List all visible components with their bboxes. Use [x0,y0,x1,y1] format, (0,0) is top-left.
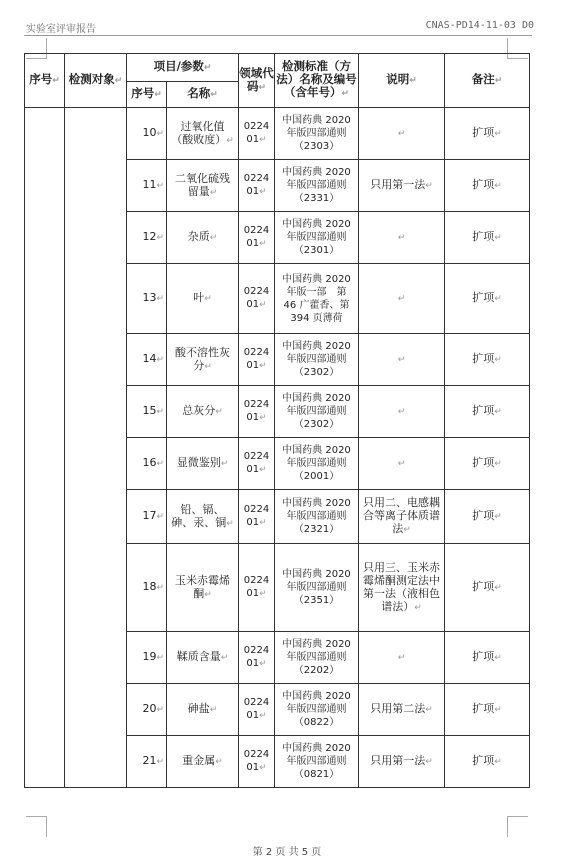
desc-cell: 只用第二法↵ [359,684,445,736]
row-number: 14↵ [127,334,167,386]
row-number: 13↵ [127,264,167,334]
standard-line: 年版四部通则 [286,704,347,715]
standard-line: 年版四部通则 [286,406,347,417]
standard-line: 中国药典 2020 [282,445,351,456]
standard-cell [275,544,359,632]
domain-code: 0224 01↵ [239,334,275,386]
remark-cell: 扩项↵ [445,334,530,386]
standard-line: 年版四部通则 [286,652,347,663]
standard-line: 中国药典 2020 [282,167,351,178]
row-number: 10↵ [127,108,167,160]
standard-line: 年版四部通则 [286,180,347,191]
desc-cell: ↵ [359,108,445,160]
standard-line: 中国药典 2020 [282,115,351,126]
desc-cell: ↵ [359,334,445,386]
standard-cell [275,212,359,264]
standard-cell [275,160,359,212]
header-standard: 检测标准（方法）名称及编号（含年号）↵ [275,54,359,108]
remark-cell: 扩项↵ [445,386,530,438]
standard-line: 年版四部通则 [286,756,347,767]
standard-line: 中国药典 2020 [282,498,351,509]
standard-line: （2001） [293,471,340,482]
desc-cell: ↵ [359,632,445,684]
remark-cell: 扩项↵ [445,212,530,264]
item-name: 酸不溶性灰分↵ [167,334,239,386]
standard-line: 年版一部 第 [286,286,347,298]
domain-code: 0224 01↵ [239,684,275,736]
standard-line: （2331） [293,193,340,204]
desc-cell: ↵ [359,212,445,264]
domain-code: 0224 01↵ [239,632,275,684]
domain-code: 0224 01↵ [239,264,275,334]
item-name: 铅、镉、砷、汞、铜↵ [167,490,239,544]
domain-code: 0224 01↵ [239,386,275,438]
remark-cell: 扩项↵ [445,264,530,334]
standard-line: （0822） [293,717,340,728]
standard-line: （0821） [293,769,340,780]
item-name: 玉米赤霉烯酮↵ [167,544,239,632]
header-domain-code: 领域代码↵ [239,54,275,108]
item-name: 过氧化值（酸败度）↵ [167,108,239,160]
desc-cell: 只用三、玉米赤霉烯酮测定法中第一法（液相色谱法）↵ [359,544,445,632]
row-number: 21↵ [127,736,167,788]
standard-cell [275,264,359,334]
standard-line: （2202） [293,665,340,676]
standard-line: 中国药典 2020 [282,393,351,404]
standard-line: 中国药典 2020 [282,639,351,650]
standard-cell [275,684,359,736]
row-number: 17↵ [127,490,167,544]
item-name: 叶↵ [167,264,239,334]
desc-cell: ↵ [359,264,445,334]
header-sub-seq: 序号↵ [127,82,167,108]
domain-code: 0224 01↵ [239,736,275,788]
standard-line: 中国药典 2020 [282,219,351,230]
row-number: 18↵ [127,544,167,632]
standard-line: 年版四部通则 [286,511,347,522]
item-name: 重金属↵ [167,736,239,788]
desc-cell: 只用二、电感耦合等离子体质谱法↵ [359,490,445,544]
standard-line: 46 广藿香、第 [283,299,350,311]
row-number: 15↵ [127,386,167,438]
standard-cell [275,438,359,490]
capability-table [24,53,530,788]
row-number: 12↵ [127,212,167,264]
header-rule [24,35,532,36]
standard-line: 中国药典 2020 [282,341,351,352]
standard-line: 394 页薄荷 [290,312,343,324]
domain-code: 0224 01↵ [239,490,275,544]
seq-cell [25,108,65,788]
domain-code: 0224 01↵ [239,544,275,632]
standard-line: 年版四部通则 [286,458,347,469]
standard-line: 年版四部通则 [286,354,347,365]
desc-cell: 只用第一法↵ [359,160,445,212]
header-seq: 序号↵ [25,54,65,108]
domain-code: 0224 01↵ [239,438,275,490]
standard-cell [275,334,359,386]
remark-cell: 扩项↵ [445,160,530,212]
item-name: 二氧化硫残留量↵ [167,160,239,212]
standard-line: 中国药典 2020 [282,273,351,285]
standard-cell [275,490,359,544]
standard-line: 年版四部通则 [286,128,347,139]
standard-line: （2302） [293,419,340,430]
standard-line: 中国药典 2020 [282,691,351,702]
standard-line: 年版四部通则 [286,232,347,243]
item-name: 鞣质含量↵ [167,632,239,684]
header-item-param: 项目/参数↵ [127,54,239,82]
remark-cell: 扩项↵ [445,544,530,632]
header-name: 名称↵ [167,82,239,108]
header-object: 检测对象↵ [65,54,127,108]
standard-cell [275,736,359,788]
remark-cell: 扩项↵ [445,108,530,160]
item-name: 显微鉴别↵ [167,438,239,490]
header-document-code: CNAS-PD14-11-03 D0 [425,20,534,31]
remark-cell: 扩项↵ [445,632,530,684]
standard-line: （2321） [293,524,340,535]
item-name: 杂质↵ [167,212,239,264]
domain-code: 0224 01↵ [239,160,275,212]
table-body [25,108,530,788]
standard-line: 中国药典 2020 [282,743,351,754]
standard-cell [275,632,359,684]
row-number: 11↵ [127,160,167,212]
standard-line: （2351） [293,595,340,606]
remark-cell: 扩项↵ [445,684,530,736]
row-number: 19↵ [127,632,167,684]
desc-cell: ↵ [359,438,445,490]
table-row [25,108,530,160]
standard-line: （2301） [293,245,340,256]
standard-line: 年版四部通则 [286,582,347,593]
row-number: 16↵ [127,438,167,490]
standard-line: 中国药典 2020 [282,569,351,580]
row-number: 20↵ [127,684,167,736]
domain-code: 0224 01↵ [239,108,275,160]
header-report-title: 实验室评审报告 [26,24,96,35]
object-cell [65,108,127,788]
item-name: 总灰分↵ [167,386,239,438]
desc-cell: 只用第一法↵ [359,736,445,788]
header-desc: 说明↵ [359,54,445,108]
header-remark: 备注↵ [445,54,530,108]
crop-mark-bottom-right [507,816,528,837]
standard-line: （2303） [293,141,340,152]
desc-cell: ↵ [359,386,445,438]
standard-cell [275,108,359,160]
standard-cell [275,386,359,438]
domain-code: 0224 01↵ [239,212,275,264]
crop-mark-bottom-left [26,816,47,837]
page-footer: 第 2 页 共 5 页 [252,847,322,858]
remark-cell: 扩项↵ [445,438,530,490]
remark-cell: 扩项↵ [445,490,530,544]
standard-line: （2302） [293,367,340,378]
item-name: 砷盐↵ [167,684,239,736]
remark-cell: 扩项↵ [445,736,530,788]
